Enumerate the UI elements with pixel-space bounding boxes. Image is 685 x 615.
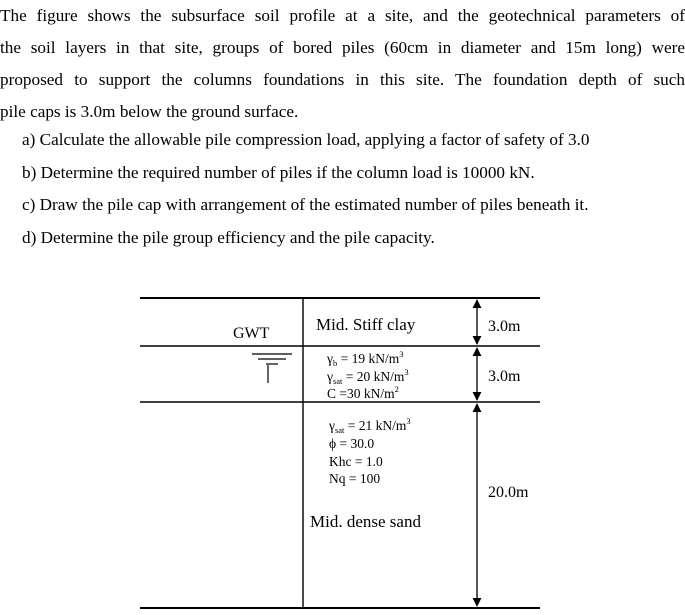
layer3-phi: ϕ = 30.0 xyxy=(329,436,375,451)
question-b: b) Determine the required number of piles if the column load is 10000 kN. xyxy=(22,162,535,182)
intro-line-3: proposed to support the columns foundations in this site. The foundation depth of such xyxy=(0,70,685,89)
layer2-gamma-sat: $\gamma_{sat} = 20$ $kN/m^3$ xyxy=(327,367,409,386)
layer2-gamma-b: $\gamma_b = 19$ $kN/m^3$ xyxy=(327,349,404,368)
layer3-name: Mid. dense sand xyxy=(310,512,421,531)
layer2-thickness: 3.0m xyxy=(488,368,521,385)
question-a: a) Calculate the allowable pile compression load, applying a factor of safety of 3.0 xyxy=(22,130,590,149)
question-d: d) Determine the pile group efficiency and the pile capacity. xyxy=(22,227,435,247)
layer2-cohesion: C =30 $kN/m^2$ xyxy=(327,384,399,401)
water-table-icon xyxy=(252,354,292,383)
layer3-gamma-sat: $\gamma_{sat} = 21$ $kN/m^3$ xyxy=(329,416,411,435)
layer3-khc: Khc = 1.0 xyxy=(329,454,383,469)
layer3-nq: Nq = 100 xyxy=(329,471,381,486)
intro-line-1: The figure shows the subsurface soil profile at a site, and the geotechnical parameters of xyxy=(0,6,685,25)
layer3-thickness: 20.0m xyxy=(488,484,529,501)
question-c: c) Draw the pile cap with arrangement of the estimated number of piles beneath it. xyxy=(22,195,589,214)
intro-line-2: the soil layers in that site, groups of bored piles (60cm in diameter and 15m long) were xyxy=(0,38,685,57)
gwt-label: GWT xyxy=(233,325,270,342)
layer1-thickness: 3.0m xyxy=(488,318,521,335)
intro-line-4: pile caps is 3.0m below the ground surface. xyxy=(0,102,299,121)
layer1-name: Mid. Stiff clay xyxy=(316,315,416,334)
